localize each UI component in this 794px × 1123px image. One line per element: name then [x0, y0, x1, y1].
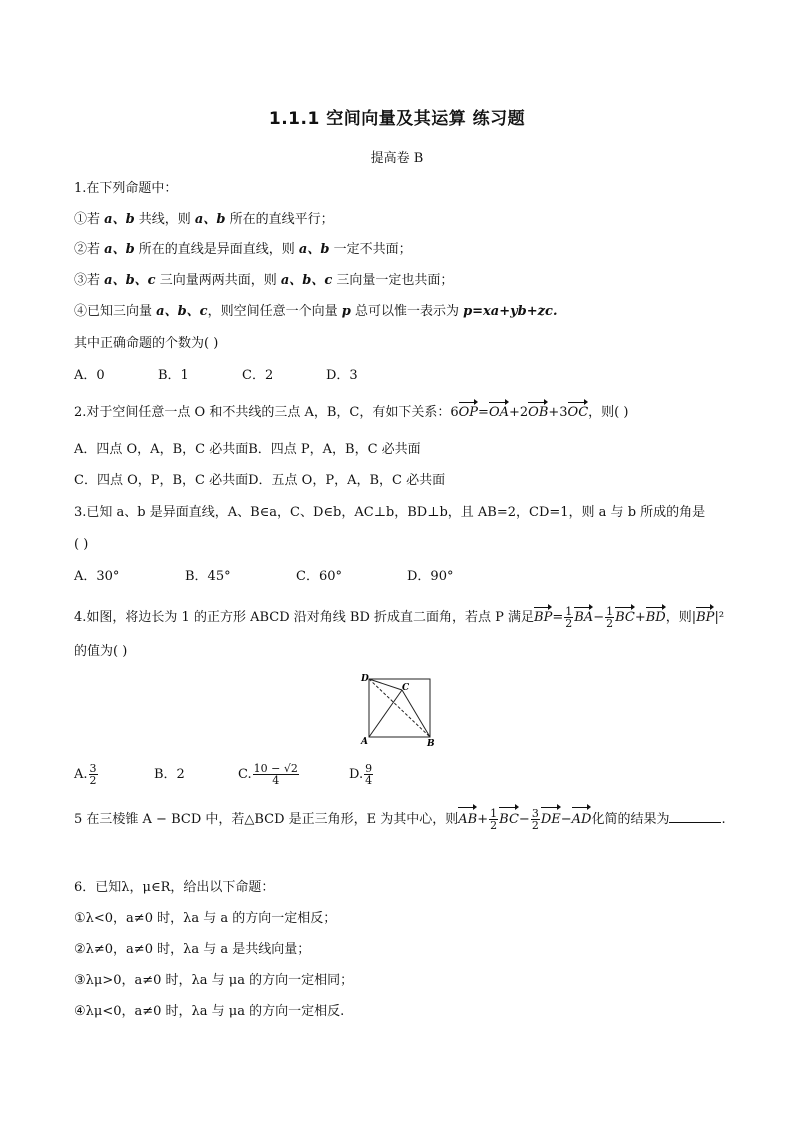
- q2-options-row-2: [74, 472, 445, 490]
- q3-paren: ( ): [74, 537, 89, 552]
- q6-item-2: ②λ≠0，a≠0 时，λa 与 a 是共线向量；: [74, 942, 311, 957]
- diagonal-bd: [369, 679, 430, 737]
- text: 4.如图，将边长为 1 的正方形 ABCD 沿对角线 BD 折成直二面角，若点 P 满足: [74, 610, 535, 625]
- option-d: D．3: [326, 368, 358, 383]
- text: .: [721, 812, 726, 827]
- option-b: B．1: [158, 368, 189, 383]
- q1-stem: 1.在下列命题中：: [74, 181, 178, 196]
- q5-stem: [74, 808, 726, 831]
- q3-stem: 3.已知 a、b 是异面直线，A、B∈a，C、D∈b，AC⊥b，BD⊥b，且 AB=2，CD=1，则 a 与 b 所成的角是: [74, 505, 706, 520]
- vector-bc: BC: [499, 809, 519, 831]
- vector-oa: OA: [488, 405, 509, 420]
- numerator: 1: [490, 807, 498, 820]
- fraction: [531, 808, 540, 831]
- numerator: 10 − √2: [253, 762, 298, 775]
- text: 2.对于空间任意一点 O 和不共线的三点 A，B，C，有如下关系：6: [74, 405, 459, 420]
- option-d: D．90°: [407, 569, 454, 584]
- page-title: 1.1.1 空间向量及其运算 练习题: [268, 109, 526, 129]
- fraction-half: [564, 606, 573, 629]
- q1-statement-4: [74, 303, 558, 321]
- text: +: [477, 812, 489, 827]
- q2-options-row-1: [74, 441, 421, 459]
- text: +3: [548, 405, 568, 420]
- text: 三向量两两共面，则: [155, 273, 281, 288]
- numerator: 1: [565, 605, 573, 618]
- option-a: [74, 762, 154, 788]
- vector-bp: BP: [534, 610, 553, 625]
- text: +: [634, 610, 646, 625]
- edge-cb: [402, 690, 430, 737]
- text: C.: [238, 767, 252, 782]
- page-subtitle: 提高卷 B: [370, 151, 424, 166]
- q1-statement-3: [74, 272, 453, 290]
- option-d: D．五点 O，P，A，B，C 必共面: [248, 473, 446, 488]
- vector-bp: BP: [696, 610, 715, 625]
- text: ③若: [74, 273, 105, 288]
- text: 所在的直线是异面直线，则: [134, 242, 299, 257]
- option-a: A．0: [74, 368, 105, 383]
- vector-ba: BA: [574, 610, 594, 625]
- vector-ab: a、b: [104, 242, 135, 257]
- text: ，则|: [665, 610, 697, 625]
- numerator: 3: [531, 807, 539, 820]
- option-c: C．60°: [296, 569, 342, 584]
- numerator: 3: [89, 762, 97, 775]
- edge-ca: [369, 690, 402, 737]
- fraction: [364, 763, 373, 786]
- vector-bc: BC: [615, 610, 635, 625]
- denominator: 2: [490, 819, 498, 832]
- denominator: 4: [272, 774, 280, 787]
- vertex-b-label: B: [427, 739, 435, 749]
- text: 化简的结果为: [591, 812, 670, 827]
- option-b: B．四点 P，A，B，C 必共面: [248, 442, 421, 457]
- text: −: [593, 610, 605, 625]
- q6-item-1: ①λ<0，a≠0 时，λa 与 a 的方向一定相反；: [74, 911, 337, 926]
- text: 一定不共面；: [329, 242, 412, 257]
- vector-op: OP: [458, 405, 479, 420]
- q6-item-3: ③λμ>0，a≠0 时，λa 与 μa 的方向一定相同；: [74, 973, 354, 988]
- text: ④已知三向量: [74, 304, 157, 319]
- text: 5 在三棱锥 A − BCD 中，若△BCD 是正三角形，E 为其中心，则: [74, 812, 459, 827]
- vector-abc: a、b、c: [156, 304, 208, 319]
- option-a: A．四点 O，A，B，C 必共面: [74, 442, 249, 457]
- vector-ad: AD: [572, 809, 592, 831]
- answer-blank[interactable]: [669, 810, 721, 823]
- vector-ab: a、b: [104, 212, 135, 227]
- option-c: [238, 762, 349, 788]
- vertex-d-label: D: [361, 674, 369, 684]
- q4-stem-continued: 的值为( ): [74, 644, 128, 659]
- text: D.: [349, 767, 364, 782]
- vector-ab: AB: [458, 809, 477, 831]
- q4-stem: [74, 606, 724, 629]
- q4-options: [74, 762, 374, 788]
- vector-abc: a、b、c: [280, 273, 333, 288]
- text: ，则空间任意一个向量: [207, 304, 342, 319]
- text: ②若: [74, 242, 105, 257]
- q3-options: [74, 568, 453, 586]
- text: |²: [714, 610, 725, 625]
- vector-ab: a、b: [194, 212, 226, 227]
- option-b: B．2: [154, 767, 185, 782]
- fraction: [489, 808, 498, 831]
- q1-statement-1: [74, 211, 334, 229]
- denominator: 2: [89, 774, 97, 787]
- text: −: [518, 812, 530, 827]
- text: 三向量一定也共面；: [332, 273, 454, 288]
- option-d: [349, 762, 374, 787]
- option-b: B．45°: [185, 569, 231, 584]
- q2-stem: [74, 404, 628, 422]
- q6-stem: 6．已知λ，μ∈R，给出以下命题：: [74, 880, 275, 895]
- text: A.: [74, 767, 88, 782]
- text: +2: [508, 405, 529, 420]
- text: ①若: [74, 212, 105, 227]
- text: 总可以惟一表示为: [350, 304, 464, 319]
- numerator: 9: [365, 762, 373, 775]
- numerator: 1: [606, 605, 614, 618]
- option-c: C．四点 O，P，B，C 必共面: [74, 473, 249, 488]
- q1-statement-2: [74, 241, 412, 259]
- fraction-half: [605, 606, 614, 629]
- denominator: 2: [531, 819, 539, 832]
- vector-ob: OB: [528, 405, 549, 420]
- vector-de: DE: [541, 809, 561, 831]
- text: ，则( ): [588, 405, 629, 420]
- q1-ask: 其中正确命题的个数为( ): [74, 336, 219, 351]
- vertex-a-label: A: [361, 737, 368, 747]
- denominator: 4: [365, 774, 373, 787]
- fraction: [89, 763, 98, 786]
- q6-item-4: ④λμ<0，a≠0 时，λa 与 μa 的方向一定相反.: [74, 1004, 345, 1019]
- edge-dc: [369, 679, 402, 690]
- option-a: A．30°: [74, 569, 120, 584]
- denominator: 2: [606, 617, 614, 630]
- text: 所在的直线平行；: [225, 212, 334, 227]
- denominator: 2: [565, 617, 573, 630]
- vector-p: p: [341, 304, 351, 319]
- option-c: C．2: [242, 368, 274, 383]
- text: =: [552, 610, 564, 625]
- folded-square-figure: [355, 672, 440, 750]
- vertex-c-label: C: [402, 683, 410, 693]
- text: =: [478, 405, 489, 420]
- text: 共线，则: [134, 212, 195, 227]
- text: −: [560, 812, 572, 827]
- formula: p=xa+yb+zc.: [463, 304, 558, 319]
- q1-options: [74, 367, 358, 385]
- vector-abc: a、b、c: [104, 273, 156, 288]
- vector-bd: BD: [645, 610, 666, 625]
- fraction: [253, 763, 299, 786]
- vector-oc: OC: [567, 405, 589, 420]
- vector-ab: a、b: [298, 242, 330, 257]
